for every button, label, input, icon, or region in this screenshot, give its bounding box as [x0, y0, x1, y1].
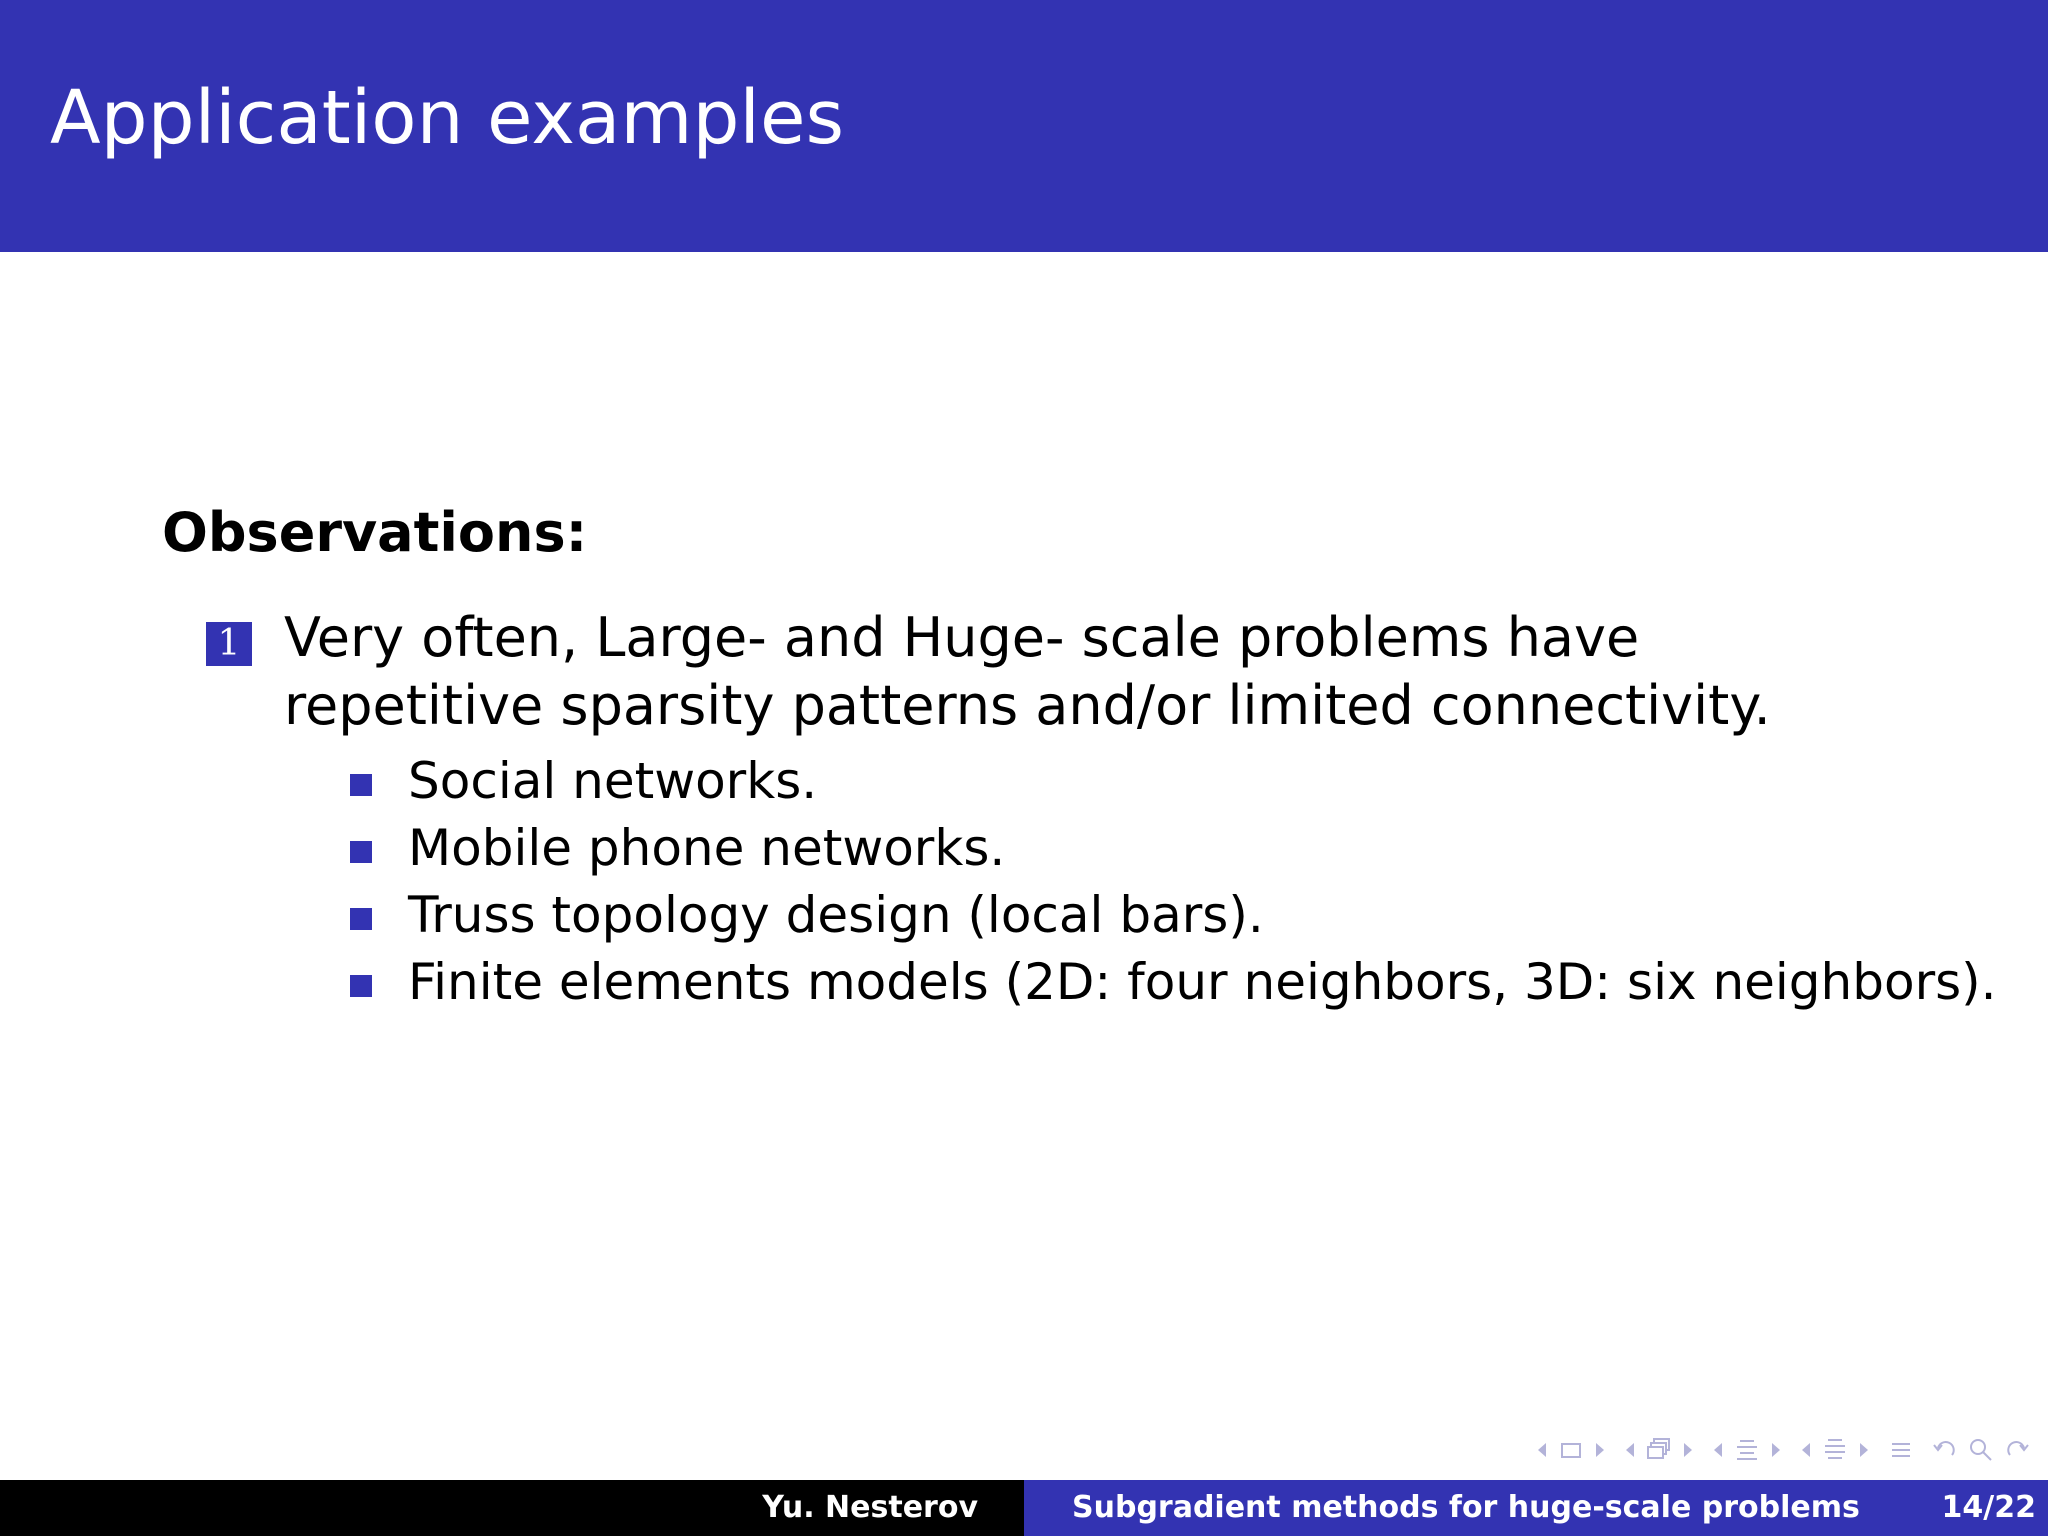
arrow-right-icon[interactable]	[1768, 1435, 1784, 1465]
list-item	[348, 815, 1988, 882]
list-item	[348, 882, 1988, 949]
subsection-nav-icon[interactable]	[1644, 1435, 1674, 1465]
square-bullet-icon	[350, 774, 372, 796]
block-title: Observations:	[162, 501, 588, 564]
frame-navigation	[1534, 1435, 1608, 1465]
list-item-text: Social networks.	[408, 752, 818, 810]
square-bullet-icon	[350, 908, 372, 930]
document-icon[interactable]	[1886, 1435, 1916, 1465]
enumerated-item-text: Very often, Large- and Huge- scale problems have repetitive sparsity patterns and/or limited connectivity.	[284, 606, 1771, 737]
square-bullet-icon	[350, 975, 372, 997]
back-forward-search	[1930, 1435, 2032, 1465]
page-number: 14/22	[1941, 1490, 2036, 1525]
list-item	[348, 949, 1997, 1016]
search-icon[interactable]	[1966, 1435, 1996, 1465]
arrow-left-icon[interactable]	[1710, 1435, 1726, 1465]
list-item-text: Finite elements models (2D: four neighbors, 3D: six neighbors).	[408, 953, 1997, 1011]
frame-nav-icon[interactable]	[1556, 1435, 1586, 1465]
footer	[0, 1480, 2048, 1536]
navigation-symbols	[1534, 1432, 2032, 1468]
footer-author: Yu. Nesterov	[0, 1480, 1024, 1536]
document-navigation	[1886, 1435, 1916, 1465]
list-item	[348, 748, 1988, 815]
subsection-navigation	[1622, 1435, 1696, 1465]
square-bullet-icon	[350, 841, 372, 863]
arrow-right-icon[interactable]	[1680, 1435, 1696, 1465]
arrow-left-icon[interactable]	[1534, 1435, 1550, 1465]
enumeration-badge: 1	[206, 622, 252, 666]
footer-title-section	[1024, 1480, 2048, 1536]
forward-icon[interactable]	[2002, 1435, 2032, 1465]
back-icon[interactable]	[1930, 1435, 1960, 1465]
arrow-left-icon[interactable]	[1798, 1435, 1814, 1465]
list-item-text: Truss topology design (local bars).	[408, 886, 1264, 944]
list-item-text: Mobile phone networks.	[408, 819, 1006, 877]
subsection-list-navigation	[1798, 1435, 1872, 1465]
arrow-right-icon[interactable]	[1592, 1435, 1608, 1465]
arrow-left-icon[interactable]	[1622, 1435, 1638, 1465]
subsection-list-icon[interactable]	[1820, 1435, 1850, 1465]
section-nav-icon[interactable]	[1732, 1435, 1762, 1465]
sub-bullet-list	[348, 748, 1997, 1016]
arrow-right-icon[interactable]	[1856, 1435, 1872, 1465]
footer-title: Subgradient methods for huge-scale problems	[1072, 1490, 1860, 1525]
section-navigation	[1710, 1435, 1784, 1465]
slide-title: Application examples	[50, 75, 845, 161]
